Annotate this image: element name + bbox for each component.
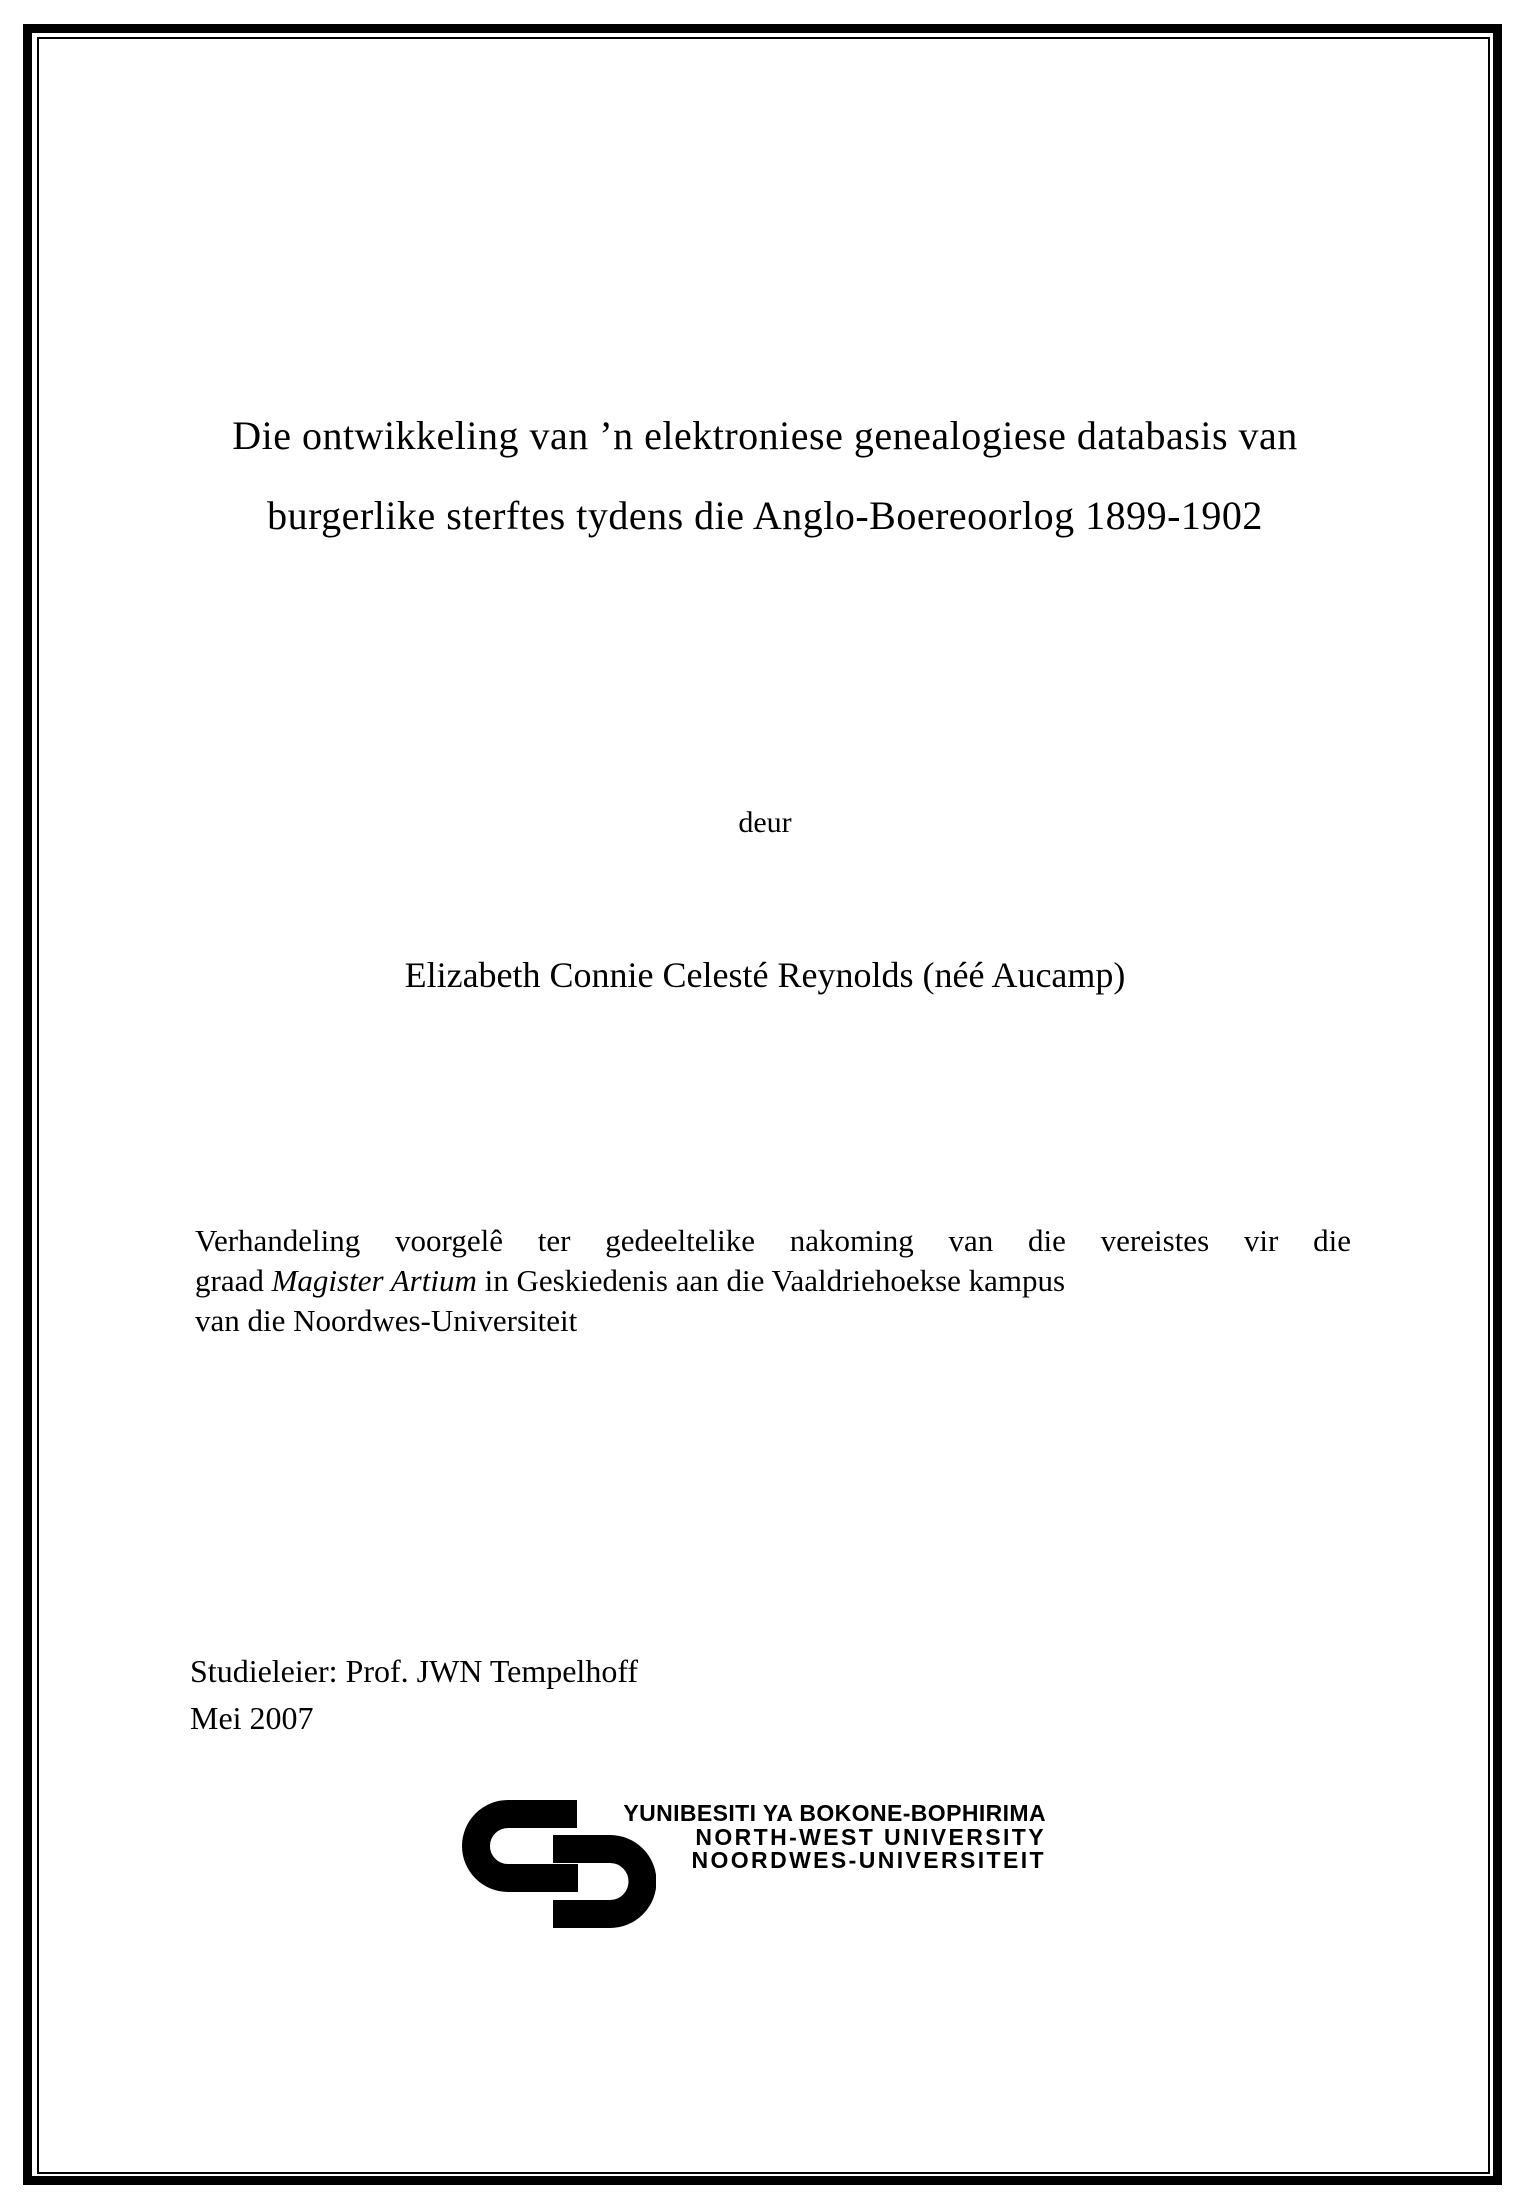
supervisor-line: Studieleier: Prof. JWN Tempelhoff bbox=[190, 1653, 639, 1689]
supervisor-block bbox=[190, 1648, 1090, 1742]
statement-line2 bbox=[195, 1261, 1351, 1301]
statement-line3: van die Noordwes-Universiteit bbox=[195, 1303, 578, 1338]
statement-line2-post: in Geskiedenis aan die Vaaldriehoekse kampus bbox=[476, 1263, 1066, 1298]
university-logo-text bbox=[588, 1802, 1046, 1873]
statement-line2-pre: graad bbox=[195, 1263, 272, 1298]
thesis-title bbox=[185, 396, 1345, 556]
statement-line1: Verhandeling voorgelê ter gedeeltelike nakoming van die vereistes vir die bbox=[195, 1223, 1351, 1258]
logo-line-afrikaans: NOORDWES-UNIVERSITEIT bbox=[691, 1847, 1046, 1873]
author-name: Elizabeth Connie Celesté Reynolds (néé Aucamp) bbox=[404, 955, 1126, 995]
logo-line-setswana: YUNIBESITI YA BOKONE-BOPHIRIMA bbox=[623, 1800, 1046, 1826]
logo-line-english: NORTH-WEST UNIVERSITY bbox=[695, 1823, 1046, 1850]
byline-label: deur bbox=[738, 806, 792, 839]
thesis-statement bbox=[195, 1221, 1351, 1341]
thesis-title-line2: burgerlike sterftes tydens die Anglo-Boereoorlog 1899-1902 bbox=[267, 493, 1263, 538]
statement-degree-name: Magister Artium bbox=[271, 1263, 477, 1298]
date-line: Mei 2007 bbox=[190, 1700, 314, 1736]
university-logo bbox=[462, 1798, 1062, 1938]
thesis-title-line1: Die ontwikkeling van ’n elektroniese genealogiese databasis van bbox=[232, 413, 1298, 458]
